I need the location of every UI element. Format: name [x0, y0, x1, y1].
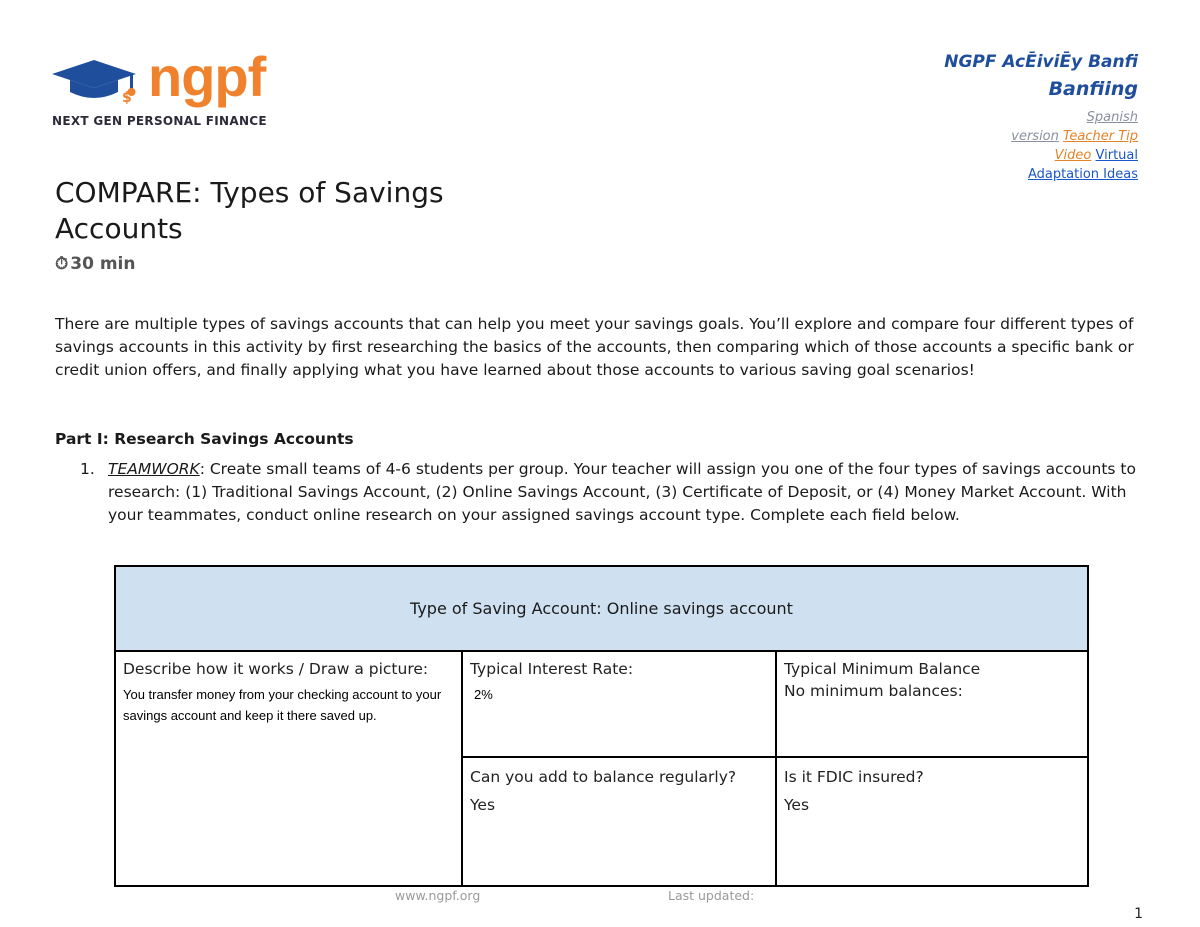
min-balance-value: No minimum balances: [784, 682, 963, 700]
spanish-link[interactable]: Spanish [1086, 110, 1138, 125]
describe-cell[interactable] [116, 650, 461, 734]
fdic-label: Is it FDIC insured? [784, 768, 924, 786]
step-number: 1. [80, 460, 95, 478]
adaptation-ideas-link[interactable]: Adaptation Ideas [1027, 167, 1138, 182]
logo-wordmark: ngpf [148, 45, 266, 108]
footer-last-updated: Last updated: [668, 888, 755, 903]
duration [55, 254, 136, 274]
activity-bank-header [818, 50, 1138, 184]
footer-website: www.ngpf.org [395, 888, 481, 903]
page-number: 1 [1134, 906, 1143, 922]
ngpf-logo [52, 45, 292, 136]
stopwatch-icon: ⏱ [55, 254, 69, 274]
step-one [80, 458, 1140, 527]
step-text: : Create small teams of 4-6 students per group. Your teacher will assign you one of the four types of savings accounts to research: (1) Traditional Savings Account, (2) Online Savings Account, (3) Certificate of Deposit, or (4) Money Market Account. With your teammates, conduct online research on your assigned savings account type. Complete each field below. [108, 460, 1136, 524]
describe-label: Describe how it works / Draw a picture: [123, 660, 429, 678]
teamwork-keyword: TEAMWORK [108, 460, 200, 478]
svg-text:$: $ [122, 90, 132, 104]
fdic-cell[interactable] [777, 758, 1087, 824]
interest-rate-cell[interactable] [463, 650, 775, 713]
interest-rate-value: 2% [474, 687, 493, 702]
add-balance-cell[interactable] [463, 758, 775, 824]
min-balance-label: Typical Minimum Balance [784, 660, 981, 678]
page-title: COMPARE: Types of Savings Accounts [55, 176, 444, 245]
spanish-version-link[interactable]: version [1011, 129, 1059, 144]
interest-rate-label: Typical Interest Rate: [470, 660, 634, 678]
logo-tagline: NEXT GEN PERSONAL FINANCE [52, 114, 267, 128]
resource-links [818, 108, 1138, 184]
min-balance-cell[interactable] [777, 650, 1087, 710]
fdic-value: Yes [784, 796, 810, 814]
add-balance-label: Can you add to balance regularly? [470, 768, 737, 786]
part-one-heading: Part I: Research Savings Accounts [55, 430, 354, 448]
add-balance-value: Yes [470, 796, 496, 814]
graduation-cap-icon [52, 56, 144, 104]
activity-bank-title: NGPF AcĒiviĒy Banfi [944, 52, 1138, 72]
duration-text: 30 min [70, 254, 136, 274]
activity-category: Banfiing [1048, 78, 1138, 100]
virtual-link[interactable]: Virtual [1095, 148, 1138, 163]
step-body [108, 458, 1140, 527]
table-header: Type of Saving Account: Online savings account [116, 567, 1087, 652]
teacher-tip-link[interactable]: Teacher Tip [1063, 129, 1138, 144]
video-link[interactable]: Video [1054, 148, 1092, 163]
intro-paragraph: There are multiple types of savings accounts that can help you meet your savings goals. You’ll explore and compare four different types of savings accounts in this activity by first researching the basics of the accounts, then comparing which of those accounts a specific bank or credit union offers, and finally applying what you have learned about those accounts to various saving goal scenarios! [55, 315, 1134, 379]
describe-value: You transfer money from your checking account to your savings account and keep it there saved up. [123, 687, 442, 723]
savings-account-table [114, 565, 1089, 887]
